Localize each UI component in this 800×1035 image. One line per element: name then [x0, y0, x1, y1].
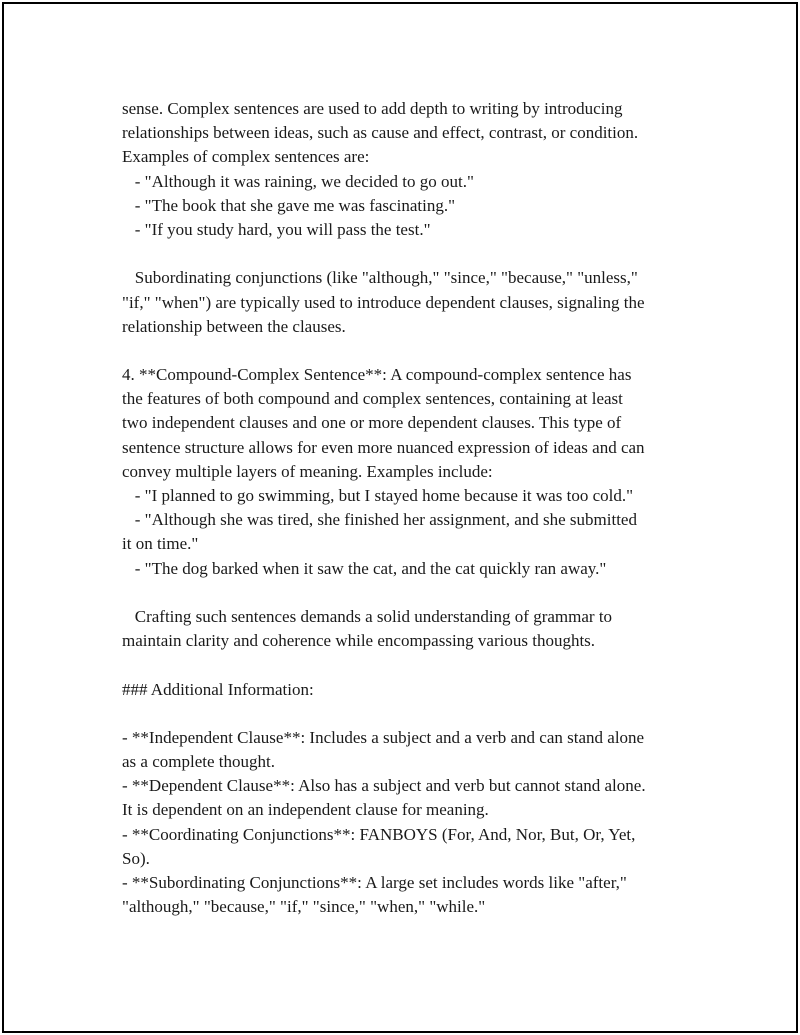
- section-heading-line: 4. **Compound-Complex Sentence**: A compound-complex sentence has: [122, 365, 632, 385]
- document-text: [122, 97, 702, 919]
- blank-line: [122, 702, 702, 726]
- definition-line: - **Dependent Clause**: Also has a subject and verb but cannot stand alone.: [122, 776, 646, 796]
- blank-line: [122, 653, 702, 677]
- example-line: - "Although she was tired, she finished her assignment, and she submitted: [122, 510, 637, 530]
- example-line: - "The dog barked when it saw the cat, and the cat quickly ran away.": [122, 558, 607, 578]
- text-line: Examples of complex sentences are:: [122, 147, 370, 167]
- definition-line: So).: [122, 848, 150, 868]
- text-line: two independent clauses and one or more dependent clauses. This type of: [122, 413, 622, 433]
- blank-line: [122, 581, 702, 605]
- definition-line: "although," "because," "if," "since," "when," "while.": [122, 897, 486, 917]
- example-line: - "I planned to go swimming, but I stayed home because it was too cold.": [122, 486, 634, 505]
- text-line: relationships between ideas, such as cause and effect, contrast, or condition.: [122, 123, 639, 143]
- example-line: - "If you study hard, you will pass the test.": [122, 219, 431, 239]
- text-line: convey multiple layers of meaning. Examples include:: [122, 461, 493, 481]
- definition-line: - **Independent Clause**: Includes a subject and a verb and can stand alone: [122, 727, 645, 747]
- additional-info-heading: ### Additional Information:: [122, 679, 314, 699]
- text-line: sentence structure allows for even more nuanced expression of ideas and can: [122, 437, 645, 457]
- definition-line: It is dependent on an independent clause for meaning.: [122, 800, 489, 820]
- definition-line: - **Coordinating Conjunctions**: FANBOYS (For, And, Nor, But, Or, Yet,: [122, 824, 636, 844]
- text-line: the features of both compound and complex sentences, containing at least: [122, 389, 623, 409]
- text-line: sense. Complex sentences are used to add depth to writing by introducing: [122, 99, 623, 118]
- text-line: relationship between the clauses.: [122, 316, 346, 336]
- document-page: [2, 2, 798, 1033]
- definition-line: - **Subordinating Conjunctions**: A large set includes words like "after,": [122, 873, 627, 892]
- blank-line: [122, 242, 702, 266]
- example-line: - "Although it was raining, we decided to go out.": [122, 171, 474, 191]
- text-line: Crafting such sentences demands a solid understanding of grammar to: [122, 606, 613, 626]
- example-line: - "The book that she gave me was fascinating.": [122, 195, 456, 215]
- example-line: it on time.": [122, 534, 199, 554]
- text-line: "if," "when") are typically used to introduce dependent clauses, signaling the: [122, 292, 645, 312]
- text-line: Subordinating conjunctions (like "although," "since," "because," "unless,": [122, 268, 638, 288]
- text-line: maintain clarity and coherence while encompassing various thoughts.: [122, 631, 596, 651]
- definition-line: as a complete thought.: [122, 752, 275, 772]
- blank-line: [122, 339, 702, 363]
